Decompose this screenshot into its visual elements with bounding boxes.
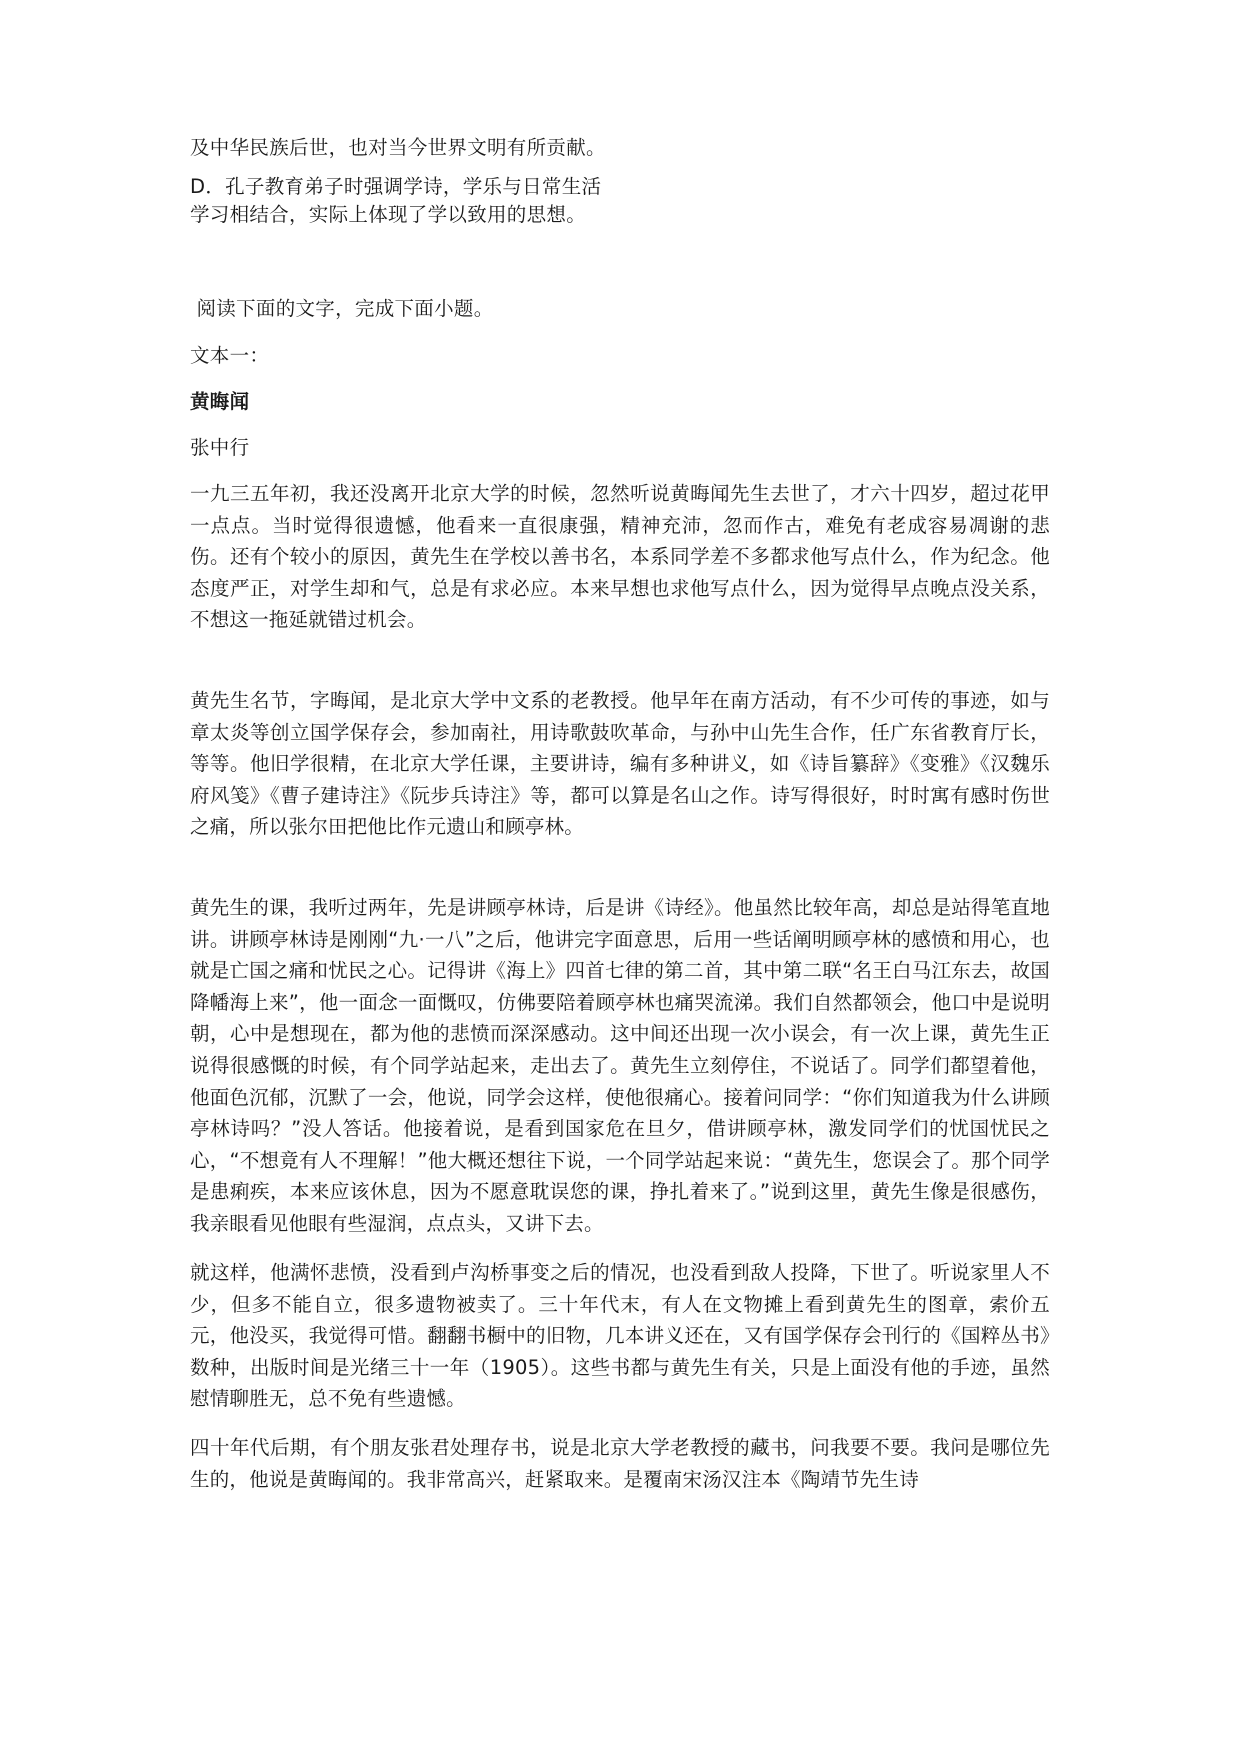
paragraph-2: 黄先生名节，字晦闻，是北京大学中文系的老教授。他早年在南方活动，有不少可传的事迹，如与章太炎等创立国学保存会，参加南社，用诗歌鼓吹革命，与孙中山先生合作，任广东省教育厅长，等等。他旧学很精，在北京大学任课，主要讲诗，编有多种讲义，如《诗旨纂辞》《变雅》《汉魏乐府风笺》《曹子建诗注》《阮步兵诗注》等，都可以算是名山之作。诗写得很好，时时寓有感时伤世之痛，所以张尔田把他比作元遗山和顾亭林。	[190, 689, 1050, 839]
paragraph-1: 一九三五年初，我还没离开北京大学的时候，忽然听说黄晦闻先生去世了，才六十四岁，超过花甲一点点。当时觉得很遗憾，他看来一直很康强，精神充沛，忽而作古，难免有老成容易凋谢的悲伤。还有个较小的原因，黄先生在学校以善书名，本系同学差不多都求他写点什么，作为纪念。他态度严正，对学生却和气，总是有求必应。本来早想也求他写点什么，因为觉得早点晚点没关系，不想这一拖延就错过机会。	[190, 482, 1050, 632]
option-d-line-2: 学习相结合，实际上体现了学以致用的思想。	[190, 203, 587, 226]
reading-instruction: 阅读下面的文字，完成下面小题。	[190, 297, 494, 320]
previous-question-tail: 及中华民族后世，也对当今世界文明有所贡献。	[190, 136, 606, 159]
paragraph-5: 四十年代后期，有个朋友张君处理存书，说是北京大学老教授的藏书，问我要不要。我问是哪位先生的，他说是黄晦闻的。我非常高兴，赶紧取来。是覆南宋汤汉注本《陶靖节先生诗	[190, 1436, 1050, 1491]
article-title: 黄晦闻	[190, 390, 250, 413]
text-one-label: 文本一：	[190, 344, 270, 367]
paragraph-3: 黄先生的课，我听过两年，先是讲顾亭林诗，后是讲《诗经》。他虽然比较年高，却总是站得笔直地讲。讲顾亭林诗是刚刚“九·一八”之后，他讲完字面意思，后用一些话阐明顾亭林的感愤和用心，也就是亡国之痛和忧民之心。记得讲《海上》四首七律的第二首，其中第二联“名王白马江东去，故国降幡海上来”，他一面念一面慨叹，仿佛要陪着顾亭林也痛哭流涕。我们自然都领会，他口中是说明朝，心中是想现在，都为他的悲愤而深深感动。这中间还出现一次小误会，有一次上课，黄先生正说得很感慨的时候，有个同学站起来，走出去了。黄先生立刻停住，不说话了。同学们都望着他，他面色沉郁，沉默了一会，他说，同学会这样，使他很痛心。接着问同学：“你们知道我为什么讲顾亭林诗吗？”没人答话。他接着说，是看到国家危在旦夕，借讲顾亭林，激发同学们的忧国忧民之心，“不想竟有人不理解！”他大概还想往下说，一个同学站起来说：“黄先生，您误会了。那个同学是患痢疾，本来应该休息，因为不愿意耽误您的课，挣扎着来了。”说到这里，黄先生像是很感伤，我亲眼看见他眼有些湿润，点点头，又讲下去。	[190, 896, 1050, 1235]
article-author: 张中行	[190, 436, 250, 459]
paragraph-4: 就这样，他满怀悲愤，没看到卢沟桥事变之后的情况，也没看到敌人投降，下世了。听说家里人不少，但多不能自立，很多遗物被卖了。三十年代末，有人在文物摊上看到黄先生的图章，索价五元，他没买，我觉得可惜。翻翻书橱中的旧物，几本讲义还在，又有国学保存会刊行的《国粹丛书》数种，出版时间是光绪三十一年（1905）。这些书都与黄先生有关，只是上面没有他的手迹，虽然慰情聊胜无，总不免有些遗憾。	[190, 1261, 1050, 1411]
option-d-line-1: D．孔子教育弟子时强调学诗，学乐与日常生活	[190, 175, 602, 198]
